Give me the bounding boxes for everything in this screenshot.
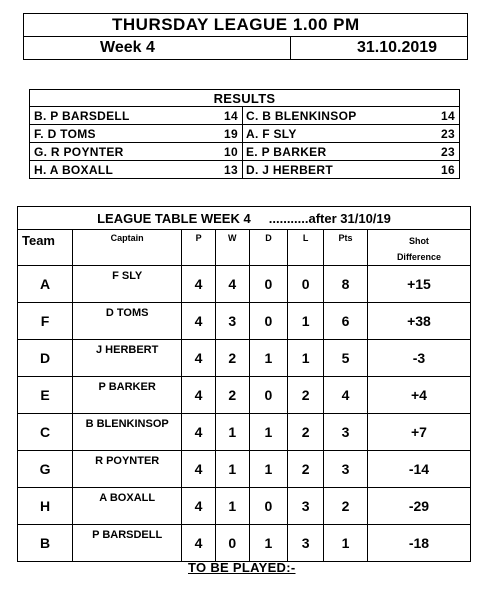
drawn: 1 <box>249 414 288 451</box>
lost: 2 <box>288 377 324 414</box>
table-row <box>18 303 471 340</box>
won: 4 <box>215 266 249 303</box>
won: 1 <box>215 451 249 488</box>
col-drawn: D <box>249 230 288 266</box>
away-score: 23 <box>419 143 460 161</box>
header-table <box>23 13 468 60</box>
result-row <box>30 161 460 179</box>
shot-difference: -3 <box>367 340 470 377</box>
results-table <box>29 89 460 179</box>
table-row <box>18 488 471 525</box>
drawn: 1 <box>249 451 288 488</box>
team-letter: C <box>18 414 73 451</box>
team-letter: A <box>18 266 73 303</box>
table-row <box>18 525 471 562</box>
shot-difference: +7 <box>367 414 470 451</box>
home-team: F. D TOMS <box>30 125 205 143</box>
home-team: B. P BARSDELL <box>30 107 205 125</box>
to-be-played-heading: TO BE PLAYED:- <box>188 560 296 575</box>
drawn: 1 <box>249 340 288 377</box>
results-heading: RESULTS <box>30 90 460 107</box>
shot-difference: +38 <box>367 303 470 340</box>
table-row <box>18 377 471 414</box>
shot-difference: -18 <box>367 525 470 562</box>
table-row <box>18 414 471 451</box>
lost: 1 <box>288 340 324 377</box>
result-row <box>30 107 460 125</box>
col-lost: L <box>288 230 324 266</box>
shot-difference: -14 <box>367 451 470 488</box>
away-score: 14 <box>419 107 460 125</box>
points: 6 <box>324 303 368 340</box>
played: 4 <box>182 266 216 303</box>
played: 4 <box>182 377 216 414</box>
away-team: D. J HERBERT <box>243 161 420 179</box>
col-team: Team <box>18 230 73 266</box>
lost: 3 <box>288 525 324 562</box>
col-captain: Captain <box>73 230 182 266</box>
col-shot-difference: Shot Difference <box>367 230 470 266</box>
home-team: H. A BOXALL <box>30 161 205 179</box>
played: 4 <box>182 414 216 451</box>
team-letter: E <box>18 377 73 414</box>
week-label: Week 4 <box>24 37 291 60</box>
drawn: 0 <box>249 303 288 340</box>
away-team: C. B BLENKINSOP <box>243 107 420 125</box>
played: 4 <box>182 488 216 525</box>
result-row <box>30 125 460 143</box>
points: 3 <box>324 414 368 451</box>
team-letter: B <box>18 525 73 562</box>
played: 4 <box>182 303 216 340</box>
points: 4 <box>324 377 368 414</box>
team-letter: G <box>18 451 73 488</box>
points: 5 <box>324 340 368 377</box>
lost: 1 <box>288 303 324 340</box>
lost: 2 <box>288 414 324 451</box>
won: 3 <box>215 303 249 340</box>
away-score: 16 <box>419 161 460 179</box>
home-score: 19 <box>204 125 243 143</box>
won: 2 <box>215 377 249 414</box>
captain-name: B BLENKINSOP <box>73 414 182 451</box>
points: 3 <box>324 451 368 488</box>
played: 4 <box>182 451 216 488</box>
col-won: W <box>215 230 249 266</box>
drawn: 0 <box>249 377 288 414</box>
away-score: 23 <box>419 125 460 143</box>
col-points: Pts <box>324 230 368 266</box>
drawn: 0 <box>249 266 288 303</box>
lost: 2 <box>288 451 324 488</box>
captain-name: J HERBERT <box>73 340 182 377</box>
home-score: 10 <box>204 143 243 161</box>
table-row <box>18 340 471 377</box>
league-table-heading: LEAGUE TABLE WEEK 4 ...........after 31/10/19 <box>18 207 471 230</box>
points: 1 <box>324 525 368 562</box>
won: 2 <box>215 340 249 377</box>
col-played: P <box>182 230 216 266</box>
team-letter: F <box>18 303 73 340</box>
league-title: THURSDAY LEAGUE 1.00 PM <box>24 14 468 37</box>
drawn: 0 <box>249 488 288 525</box>
captain-name: P BARSDELL <box>73 525 182 562</box>
home-score: 14 <box>204 107 243 125</box>
played: 4 <box>182 525 216 562</box>
captain-name: R POYNTER <box>73 451 182 488</box>
captain-name: A BOXALL <box>73 488 182 525</box>
home-team: G. R POYNTER <box>30 143 205 161</box>
table-row <box>18 451 471 488</box>
lost: 0 <box>288 266 324 303</box>
captain-name: F SLY <box>73 266 182 303</box>
captain-name: D TOMS <box>73 303 182 340</box>
shot-difference: -29 <box>367 488 470 525</box>
match-date: 31.10.2019 <box>291 37 468 60</box>
column-headers <box>18 230 471 266</box>
lost: 3 <box>288 488 324 525</box>
team-letter: H <box>18 488 73 525</box>
points: 2 <box>324 488 368 525</box>
won: 0 <box>215 525 249 562</box>
points: 8 <box>324 266 368 303</box>
table-row <box>18 266 471 303</box>
shot-difference: +15 <box>367 266 470 303</box>
league-table <box>17 206 471 562</box>
drawn: 1 <box>249 525 288 562</box>
won: 1 <box>215 414 249 451</box>
played: 4 <box>182 340 216 377</box>
team-letter: D <box>18 340 73 377</box>
result-row <box>30 143 460 161</box>
won: 1 <box>215 488 249 525</box>
home-score: 13 <box>204 161 243 179</box>
captain-name: P BARKER <box>73 377 182 414</box>
away-team: E. P BARKER <box>243 143 420 161</box>
away-team: A. F SLY <box>243 125 420 143</box>
shot-difference: +4 <box>367 377 470 414</box>
